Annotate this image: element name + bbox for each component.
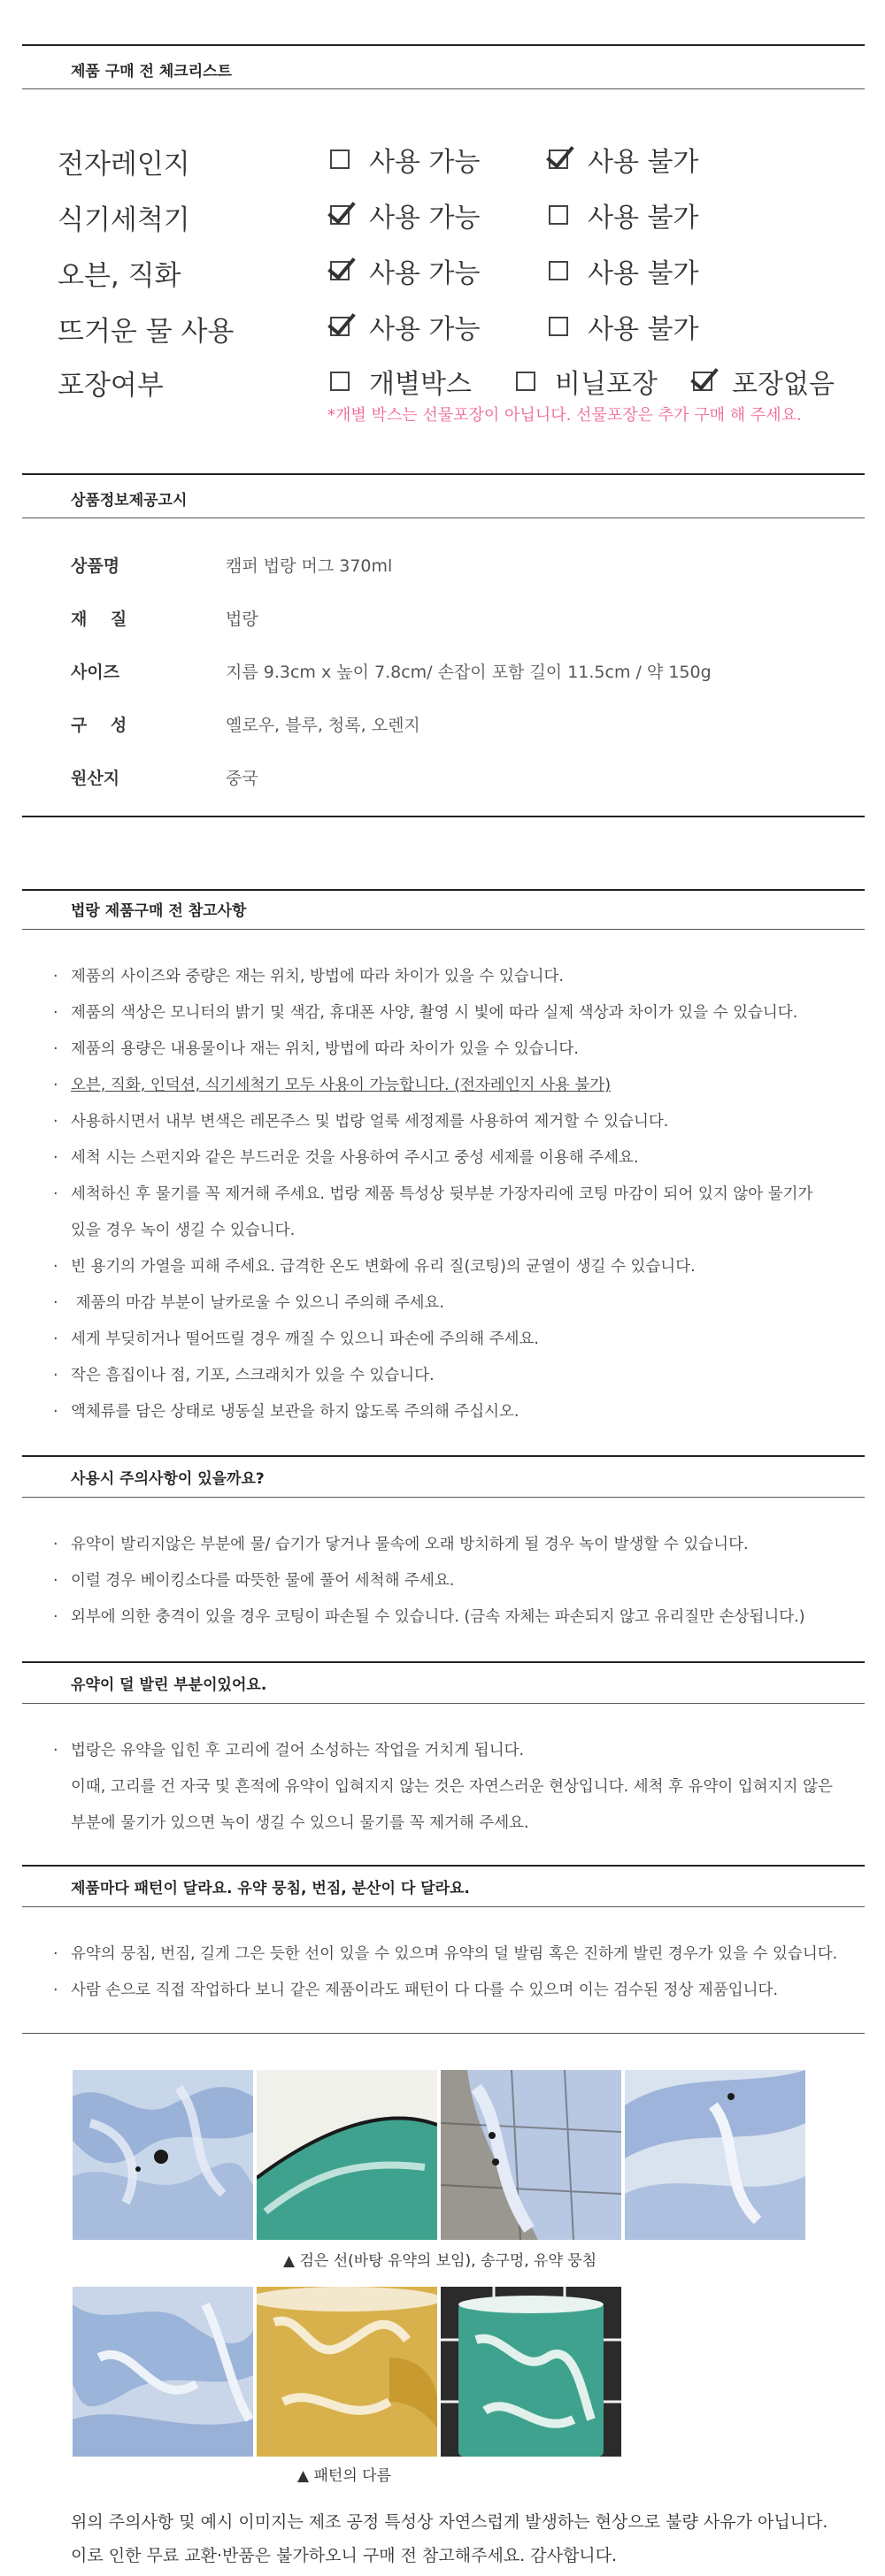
list-item: · 제품의 용량은 내용물이나 재는 위치, 방법에 따라 차이가 있을 수 있습니다. <box>53 1040 579 1058</box>
divider <box>22 816 865 817</box>
list-item: · 제품의 색상은 모니터의 밝기 및 색감, 휴대폰 사양, 촬영 시 빛에 따라 실제 색상과 차이가 있을 수 있습니다. <box>53 1004 798 1022</box>
divider <box>22 929 865 930</box>
divider <box>22 88 865 89</box>
divider <box>22 473 865 475</box>
info-label: 재 질 <box>71 610 127 629</box>
pattern-title: 제품마다 패턴이 달라요. 유약 뭉침, 번짐, 분산이 다 달라요. <box>71 1880 470 1898</box>
enamel-closeup-photo <box>441 2070 621 2240</box>
list-item: · 오븐, 직화, 인덕션, 식기세척기 모두 사용이 가능합니다. (전자레인지 사용 불가) <box>53 1077 612 1094</box>
enamel-closeup-photo <box>73 2070 253 2240</box>
checkbox-icon <box>549 317 568 336</box>
list-item-continued: 이때, 고리를 건 자국 및 흔적에 유약이 입혀지지 않는 것은 자연스러운 현상입니다. 세척 후 유약이 입혀지지 않은 <box>71 1778 833 1796</box>
divider <box>22 889 865 891</box>
notes-title: 법랑 제품구매 전 참고사항 <box>71 902 247 920</box>
list-item: · 작은 흠집이나 점, 기포, 스크래치가 있을 수 있습니다. <box>53 1367 435 1384</box>
checkbox-icon <box>330 150 350 169</box>
checklist-option: 사용 가능 <box>330 307 480 346</box>
list-item: · 제품의 사이즈와 중량은 재는 위치, 방법에 따라 차이가 있을 수 있습니다. <box>53 968 564 985</box>
checklist-option: 사용 불가 <box>549 251 698 290</box>
checklist-option: 사용 가능 <box>330 196 480 234</box>
checked-box-icon <box>549 150 568 169</box>
info-label: 구 성 <box>71 716 127 735</box>
divider <box>22 1661 865 1663</box>
checked-box-icon <box>330 317 350 336</box>
list-item-continued: 부분에 물기가 있으면 녹이 생길 수 있으니 물기를 꼭 제거해 주세요. <box>71 1814 529 1832</box>
list-item: · 법랑은 유약을 입힌 후 고리에 걸어 소성하는 작업을 거치게 됩니다. <box>53 1742 525 1760</box>
checklist-label: 뜨거운 물 사용 <box>58 316 235 348</box>
enamel-closeup-photo <box>625 2070 805 2240</box>
checkbox-icon <box>516 372 535 391</box>
checkbox-icon <box>549 205 568 225</box>
checklist-option: 개별박스 <box>330 362 472 401</box>
list-item: · 이럴 경우 베이킹소다를 따뜻한 물에 풀어 세척해 주세요. <box>53 1572 455 1590</box>
info-label: 원산지 <box>71 769 120 788</box>
checklist-option: 사용 가능 <box>330 251 480 290</box>
list-item: · 액체류를 담은 상태로 냉동실 보관을 하지 않도록 주의해 주십시오. <box>53 1403 519 1421</box>
list-item: · 유약이 발리지않은 부분에 물/ 습기가 닿거나 물속에 오래 방치하게 될 경우 녹이 발생할 수 있습니다. <box>53 1536 749 1553</box>
list-item: · 사용하시면서 내부 변색은 레몬주스 및 법랑 얼룩 세정제를 사용하여 제거할 수 있습니다. <box>53 1113 669 1131</box>
divider <box>22 2033 865 2034</box>
checklist-label: 식기세척기 <box>58 204 190 236</box>
checked-box-icon <box>693 372 712 391</box>
divider <box>22 1906 865 1907</box>
checked-box-icon <box>330 261 350 280</box>
checklist-option: 사용 불가 <box>549 196 698 234</box>
enamel-pattern-photo <box>257 2287 437 2457</box>
list-item: · 세척하신 후 물기를 꼭 제거해 주세요. 법랑 제품 특성상 뒷부분 가장자리에 코팅 마감이 되어 있지 않아 물기가 <box>53 1185 813 1203</box>
list-item: · 세게 부딪히거나 떨어뜨릴 경우 깨질 수 있으니 파손에 주의해 주세요. <box>53 1330 539 1348</box>
info-title: 상품정보제공고시 <box>71 492 188 510</box>
divider <box>22 1455 865 1457</box>
caution-title: 사용시 주의사항이 있을까요? <box>71 1470 265 1488</box>
divider <box>22 1497 865 1498</box>
checklist-option: 사용 불가 <box>549 307 698 346</box>
info-label: 사이즈 <box>71 663 120 682</box>
list-item: · 빈 용기의 가열을 피해 주세요. 급격한 온도 변화에 유리 질(코팅)의 균열이 생길 수 있습니다. <box>53 1258 696 1276</box>
checklist-label: 전자레인지 <box>58 149 190 180</box>
list-item-continued: 있을 경우 녹이 생길 수 있습니다. <box>71 1222 296 1239</box>
list-item: · 외부에 의한 충격이 있을 경우 코팅이 파손될 수 있습니다. (금속 자체는 파손되지 않고 유리질만 손상됩니다.) <box>53 1608 805 1626</box>
checklist-option: 비닐포장 <box>516 362 658 401</box>
checklist-label: 포장여부 <box>58 370 164 402</box>
info-value: 중국 <box>226 769 258 788</box>
enamel-closeup-photo <box>257 2070 437 2240</box>
checklist-title: 제품 구매 전 체크리스트 <box>71 63 232 80</box>
info-label: 상품명 <box>71 556 120 576</box>
checkbox-icon <box>549 261 568 280</box>
footer-note: 이로 인한 무료 교환·반품은 불가하오니 구매 전 참고해주세요. 감사합니다. <box>71 2546 618 2565</box>
checklist-option: 사용 가능 <box>330 140 480 179</box>
info-value: 캠퍼 법랑 머그 370ml <box>226 556 393 576</box>
info-value: 법랑 <box>226 610 258 629</box>
gallery-caption: ▲ 패턴의 다름 <box>297 2467 391 2485</box>
list-item: · 제품의 마감 부분이 날카로울 수 있으니 주의해 주세요. <box>53 1294 444 1312</box>
list-item: · 사람 손으로 직접 작업하다 보니 같은 제품이라도 패턴이 다 다를 수 있으며 이는 검수된 정상 제품입니다. <box>53 1982 779 1999</box>
divider <box>22 44 865 46</box>
checklist-option: 포장없음 <box>693 362 835 401</box>
divider <box>22 1865 865 1867</box>
glaze-title: 유약이 덜 발린 부분이있어요. <box>71 1676 267 1694</box>
enamel-pattern-photo <box>441 2287 621 2457</box>
gift-wrap-note: *개별 박스는 선물포장이 아닙니다. 선물포장은 추가 구매 해 주세요. <box>327 406 802 425</box>
checkbox-icon <box>330 372 350 391</box>
checklist-option: 사용 불가 <box>549 140 698 179</box>
enamel-pattern-photo <box>73 2287 253 2457</box>
gallery-caption: ▲ 검은 선(바탕 유약의 보임), 송구멍, 유약 뭉침 <box>283 2252 597 2270</box>
footer-note: 위의 주의사항 및 예시 이미지는 제조 공정 특성상 자연스럽게 발생하는 현상으로 불량 사유가 아닙니다. <box>71 2512 828 2532</box>
info-value: 지름 9.3cm x 높이 7.8cm/ 손잡이 포함 길이 11.5cm / 약 150g <box>226 663 712 682</box>
checklist-label: 오븐, 직화 <box>58 260 181 292</box>
list-item: · 세척 시는 스펀지와 같은 부드러운 것을 사용하여 주시고 중성 세제를 이용해 주세요. <box>53 1149 639 1167</box>
list-item: · 유약의 뭉침, 번짐, 길게 그은 듯한 선이 있을 수 있으며 유약의 덜 발림 혹은 진하게 발린 경우가 있을 수 있습니다. <box>53 1945 838 1963</box>
divider <box>22 1703 865 1704</box>
checked-box-icon <box>330 205 350 225</box>
info-value: 옐로우, 블루, 청록, 오렌지 <box>226 716 420 735</box>
